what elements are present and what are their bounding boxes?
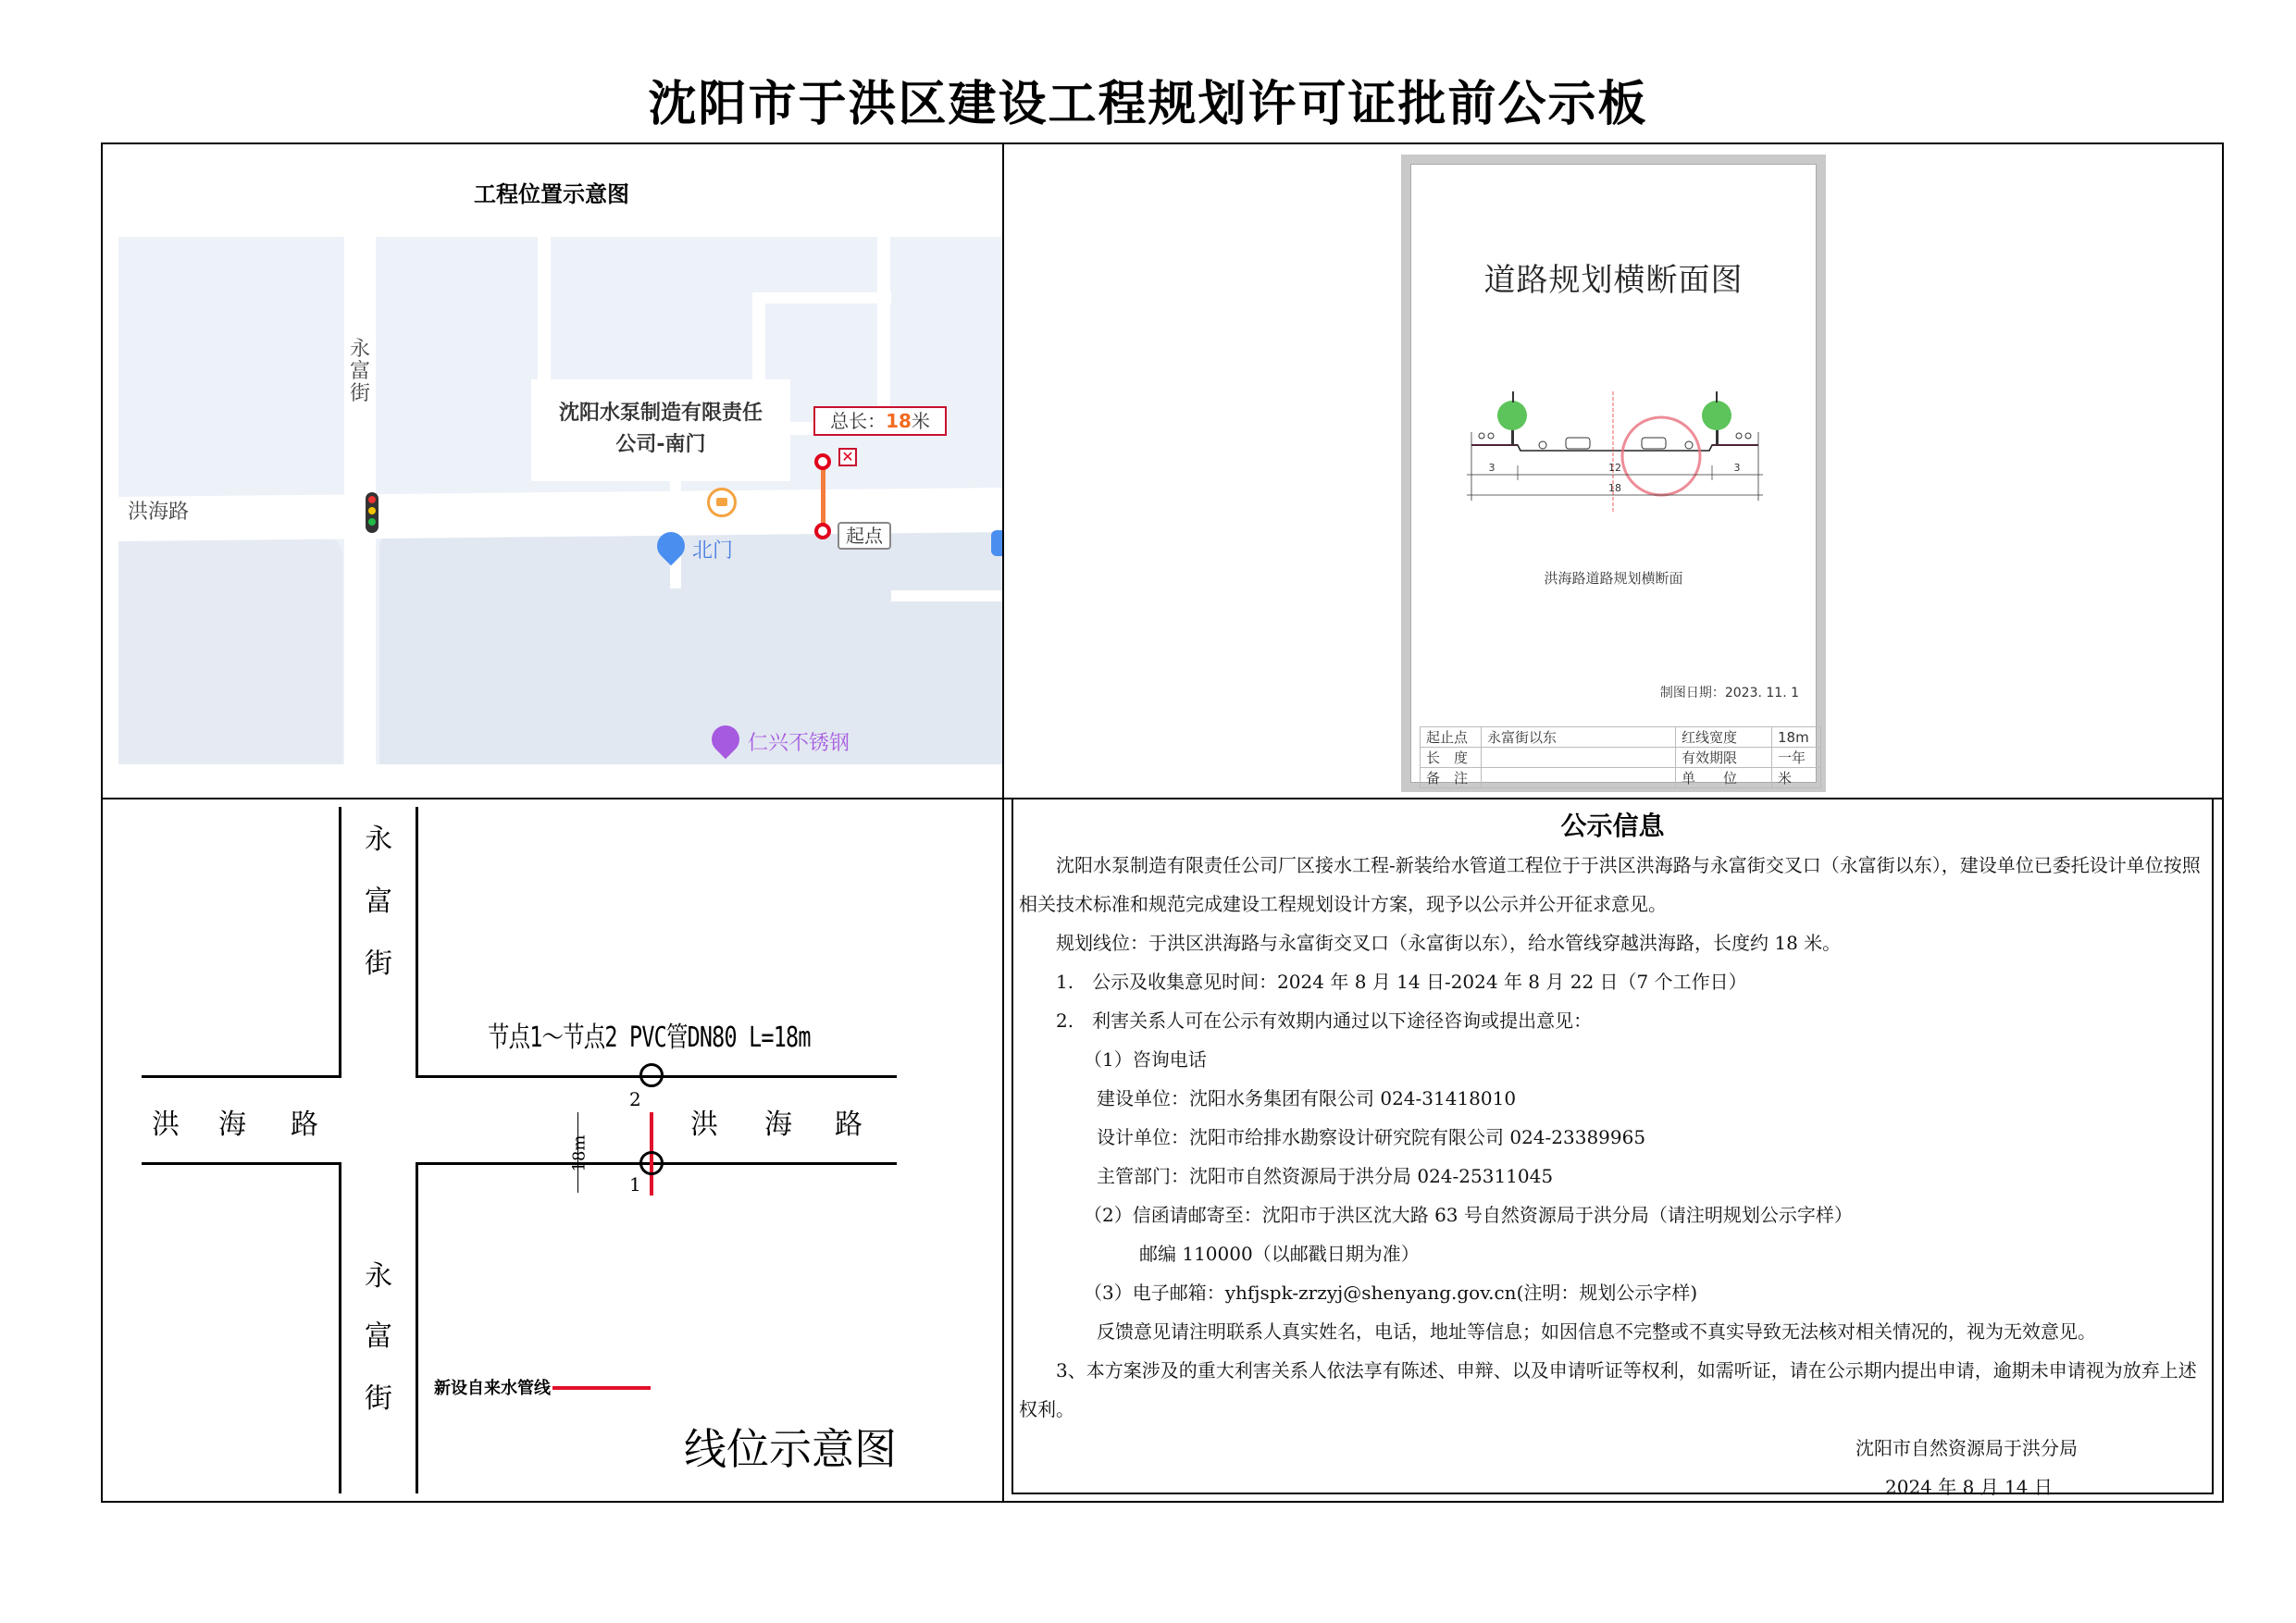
street-label-char: 永 (365, 824, 392, 856)
vertical-divider (1002, 142, 1004, 1503)
traffic-light-icon (366, 492, 379, 533)
node-2-marker (639, 1063, 664, 1087)
notice-date: 2024 年 8 月 14 日 (1885, 1476, 2053, 1498)
location-map (118, 237, 1002, 764)
street-label-char: 富 (365, 886, 392, 918)
map-caption: 工程位置示意图 (474, 181, 629, 207)
road-label-char: 洪 (690, 1109, 718, 1141)
road-internal (752, 292, 891, 304)
table-cell: 长 度 (1421, 748, 1482, 768)
contact-authority: 主管部门：沈阳市自然资源局于洪分局 024-25311045 (1097, 1165, 1554, 1187)
table-cell (1482, 768, 1676, 788)
table-cell: 一年 (1772, 748, 1821, 768)
road-edge (142, 1162, 341, 1165)
dimension-label: 18m (569, 1134, 590, 1172)
notice-intro: 沈阳水泵制造有限责任公司厂区接水工程-新装给水管道工程位于于洪区洪海路与永富街交叉口（永富街以东），建设单位已委托设计单位按照相关技术标准和规范完成建设工程规划设计方案，现予以公示并公开征求意见。 (1019, 854, 2201, 915)
route-end-node[interactable] (814, 453, 831, 470)
pipe-spec-label: 节点1～节点2 PVC管DN80 L=18m (488, 1022, 811, 1054)
company-label-line1: 沈阳水泵制造有限责任 (558, 402, 763, 425)
table-row (1421, 768, 1821, 788)
shop-label[interactable]: 仁兴不锈钢 (748, 732, 850, 755)
drawing-date (1660, 683, 1799, 701)
table-row (1421, 748, 1821, 768)
map-block (118, 538, 342, 764)
company-label-line2: 公司-南门 (615, 433, 706, 456)
street-label-char: 永 (365, 1260, 392, 1293)
notice-title: 公示信息 (1560, 811, 1665, 841)
node-1-label: 1 (629, 1173, 641, 1196)
diagram-title: 线位示意图 (684, 1424, 897, 1474)
table-cell: 单 位 (1676, 768, 1772, 788)
notice-item-1: 1. 公示及收集意见时间：2024 年 8 月 14 日-2024 年 8 月 22 日（7 个工作日） (1056, 971, 1747, 993)
total-length-box (813, 406, 947, 436)
notice-feedback-note: 反馈意见请注明联系人真实姓名，电话，地址等信息；如因信息不完整或不真实导致无法核对相关情况的，视为无效意见。 (1097, 1320, 2096, 1343)
cross-section-info-table (1420, 726, 1821, 788)
cross-section-drawing (1467, 391, 1763, 512)
table-cell: 有效期限 (1676, 748, 1772, 768)
briefcase-icon[interactable] (707, 488, 737, 517)
length-unit: 米 (911, 410, 930, 432)
legend-swatch (552, 1386, 651, 1390)
notice-issuer: 沈阳市自然资源局于洪分局 (1855, 1437, 2078, 1459)
start-label: 起点 (838, 522, 891, 550)
route-start-node[interactable] (814, 523, 831, 539)
road-label-yongfu: 永富街 (349, 338, 370, 405)
notice-sub-3-email[interactable]: （3）电子邮箱：yhfjspk-zrzyj@shenyang.gov.cn(注明：规划公示字样) (1084, 1282, 1698, 1304)
table-cell: 红线宽度 (1676, 727, 1772, 748)
road-label-honghai: 洪海路 (128, 501, 190, 524)
company-label (531, 379, 790, 481)
length-prefix: 总长： (830, 410, 887, 432)
poi-pin-icon[interactable] (991, 530, 1002, 556)
street-edge (416, 807, 418, 1077)
road-internal (891, 590, 1002, 601)
street-label-char: 街 (365, 1382, 392, 1415)
road-label-char: 洪 (152, 1109, 180, 1141)
dim-carriageway: 12 (1608, 462, 1621, 474)
gate-label[interactable]: 北门 (692, 539, 734, 563)
table-cell: 起止点 (1421, 727, 1482, 748)
table-row (1421, 727, 1821, 748)
road-label-char: 海 (218, 1109, 246, 1141)
route-line (821, 465, 825, 531)
road-label-char: 路 (835, 1109, 863, 1141)
date-value: 2023. 11. 1 (1724, 686, 1799, 700)
notice-postcode: 邮编 110000（以邮戳日期为准） (1139, 1243, 1420, 1265)
map-block (118, 237, 342, 493)
length-value: 18 (886, 410, 912, 432)
table-cell: 米 (1772, 768, 1821, 788)
date-label: 制图日期： (1659, 686, 1725, 700)
contact-construction: 建设单位：沈阳水务集团有限公司 024-31418010 (1097, 1087, 1517, 1109)
notice-sub-2-mail: （2）信函请邮寄至：沈阳市于洪区沈大路 63 号自然资源局于洪分局（请注明规划公示字样） (1084, 1204, 1853, 1226)
road-label-char: 路 (291, 1109, 318, 1141)
dim-sidewalk-left: 3 (1488, 462, 1496, 474)
notice-sub-1-title: （1）咨询电话 (1084, 1048, 1207, 1071)
page-title: 沈阳市于洪区建设工程规划许可证批前公示板 (648, 77, 1648, 132)
cross-section-caption: 洪海路道路规划横断面 (1544, 570, 1683, 587)
cross-section-title: 道路规划横断面图 (1483, 262, 1744, 299)
table-cell: 18m (1772, 727, 1821, 748)
notice-item-2: 2. 利害关系人可在公示有效期内通过以下途径咨询或提出意见： (1056, 1010, 1593, 1032)
street-edge (339, 807, 341, 1077)
notice-item-3: 3、本方案涉及的重大利害关系人依法享有陈述、申辩、以及申请听证等权利，如需听证，请在公示期内提出申请，逾期未申请视为放弃上述权利。 (1019, 1359, 2197, 1420)
street-edge (339, 1164, 341, 1493)
table-cell (1482, 748, 1676, 768)
table-cell: 备 注 (1421, 768, 1482, 788)
road-edge (142, 1075, 341, 1078)
node-2-label: 2 (629, 1088, 641, 1110)
street-label-char: 富 (365, 1320, 392, 1353)
close-icon[interactable]: ✕ (838, 448, 857, 466)
notice-route: 规划线位：于洪区洪海路与永富街交叉口（永富街以东），给水管线穿越洪海路，长度约 18 米。 (1056, 932, 1842, 954)
line-position-diagram (103, 799, 1001, 1501)
cross-section-paper (1410, 164, 1817, 787)
road-label-char: 海 (764, 1109, 792, 1141)
dim-sidewalk-right: 3 (1733, 462, 1741, 474)
table-cell: 永富街以东 (1482, 727, 1676, 748)
street-edge (416, 1164, 418, 1493)
street-label-char: 街 (365, 948, 392, 980)
contact-design: 设计单位：沈阳市给排水勘察设计研究院有限公司 024-23389965 (1097, 1126, 1646, 1148)
notice-panel (1011, 799, 2214, 1498)
road-internal (877, 237, 890, 435)
dim-total: 18 (1608, 482, 1621, 494)
cross-section-sheet (1401, 155, 1826, 792)
node-1-marker (639, 1151, 664, 1175)
map-block (379, 531, 1002, 764)
legend-label: 新设自来水管线 (434, 1379, 551, 1398)
